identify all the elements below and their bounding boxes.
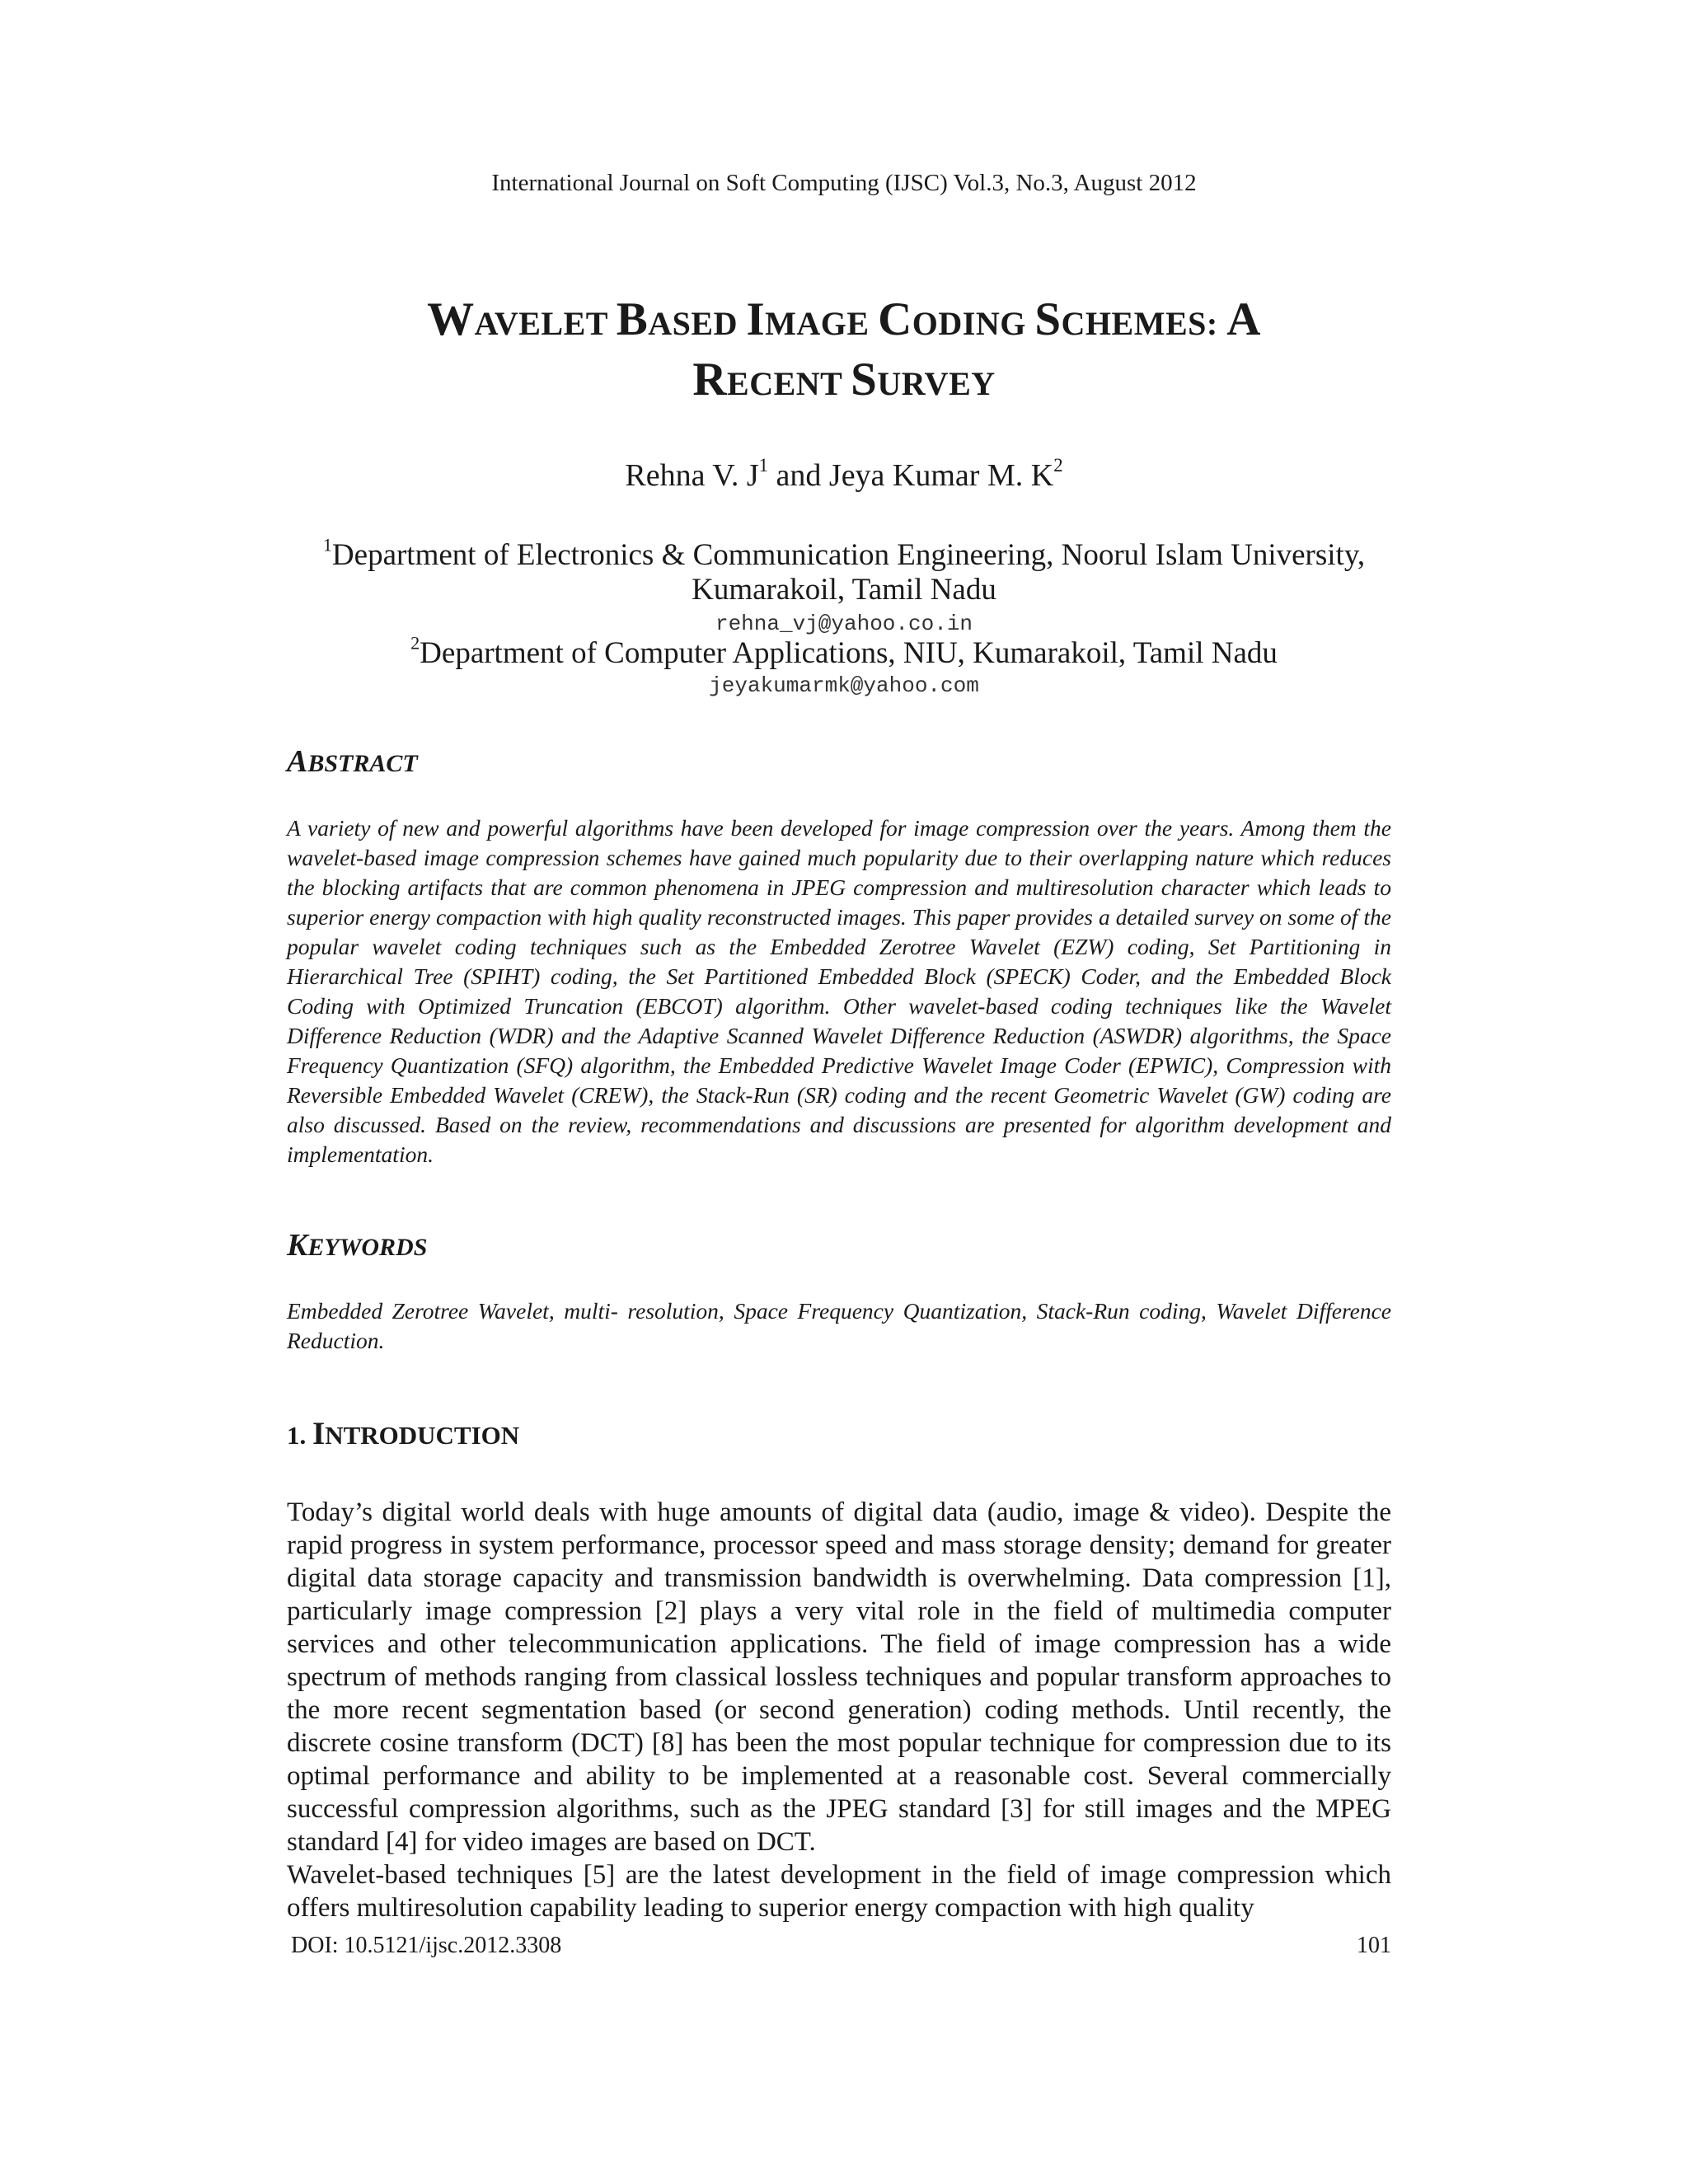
title-word: SURVEY — [851, 354, 996, 405]
keywords-heading: KEYWORDS — [287, 1228, 428, 1263]
title-word: RECENT — [692, 354, 842, 405]
affiliation-1-line-1: $^1$Department of Electronics & Communication Engineering, Noorul Islam University, — [322, 534, 1366, 572]
affiliation-1-line-2: Kumarakoil, Tamil Nadu — [692, 573, 996, 607]
abstract-heading: ABSTRACT — [287, 744, 418, 779]
journal-running-head: International Journal on Soft Computing (IJSC) Vol.3, No.3, August 2012 — [491, 170, 1197, 196]
author-joiner: and — [768, 458, 829, 493]
title-word: IMAGE — [746, 293, 870, 345]
title-word: SCHEMES: — [1034, 293, 1218, 345]
footer-page-number: 101 — [1357, 1933, 1391, 1958]
title-word: WAVELET — [427, 293, 608, 345]
paper-title-line-2 — [0, 353, 1688, 406]
author-line — [0, 454, 1688, 494]
affiliation-2-line: $^2$Department of Computer Applications, NIU, Kumarakoil, Tamil Nadu — [410, 632, 1278, 670]
footer-doi[interactable]: DOI: 10.5121/ijsc.2012.3308 — [291, 1933, 562, 1958]
introduction-paragraph-1: Today’s digital world deals with huge amounts of digital data (audio, image & video). Despite the rapid progress in system performance, processor speed and mass storage density; demand for greater digital data storage capacity and transmission bandwidth is overwhelming. Data compression [1], particularly image compression [2] plays a very vital role in the field of multimedia computer services and other telecommunication applications. The field of image compression has a wide spectrum of methods ranging from classical lossless techniques and popular transform approaches to the more recent segmentation based (or second generation) coding methods. Until recently, the discrete cosine transform (DCT) [8] has been the most popular technique for compression due to its optimal performance and ability to be implemented at a reasonable cost. Several commercially successful compression algorithms, such as the JPEG standard [3] for still images and the MPEG standard [4] for video images are based on DCT. — [287, 1497, 1391, 1857]
introduction-paragraph-2: Wavelet-based techniques [5] are the latest development in the field of image compression which offers multiresolution capability leading to superior energy compaction with high quality — [287, 1860, 1391, 1923]
author-1-name: Rehna V. J — [625, 458, 759, 493]
affiliation-1-marker: 1 — [322, 534, 332, 555]
introduction-heading: 1. INTRODUCTION — [287, 1416, 520, 1451]
affiliation-1-email[interactable]: rehna_vj@yahoo.co.in — [715, 612, 973, 636]
title-word: A — [1226, 293, 1261, 345]
abstract-text: A variety of new and powerful algorithms have been developed for image compression over the years. Among them the wavelet-based image compression schemes have gained much popularity due to their overlapping nature which reduces the blocking artifacts that are common phenomena in JPEG compression and multiresolution character which leads to superior energy compaction with high quality reconstructed images. This paper provides a detailed survey on some of the popular wavelet coding techniques such as the Embedded Zerotree Wavelet (EZW) coding, Set Partitioning in Hierarchical Tree (SPIHT) coding, the Set Partitioned Embedded Block (SPECK) Coder, and the Embedded Block Coding with Optimized Truncation (EBCOT) algorithm. Other wavelet-based coding techniques like the Wavelet Difference Reduction (WDR) and the Adaptive Scanned Wavelet Difference Reduction (ASWDR) algorithms, the Space Frequency Quantization (SFQ) algorithm, the Embedded Predictive Wavelet Image Coder (EPWIC), Compression with Reversible Embedded Wavelet (CREW), the Stack-Run (SR) coding and the recent Geometric Wavelet (GW) coding are also discussed. Based on the review, recommendations and discussions are presented for algorithm development and implementation. — [287, 815, 1391, 1167]
keywords-text: Embedded Zerotree Wavelet, multi- resolution, Space Frequency Quantization, Stack-Run coding, Wavelet Difference Reduction. — [287, 1298, 1391, 1353]
author-2-affil-marker: 2 — [1053, 454, 1063, 476]
title-word: BASED — [616, 293, 738, 345]
paper-title-line-1 — [0, 293, 1688, 346]
affiliation-2-email[interactable]: jeyakumarmk@yahoo.com — [709, 673, 979, 698]
author-2-name: Jeya Kumar M. K — [828, 458, 1054, 493]
affiliation-2-marker: 2 — [410, 632, 420, 654]
author-1-affil-marker: 1 — [758, 454, 769, 476]
title-word: CODING — [878, 293, 1026, 345]
